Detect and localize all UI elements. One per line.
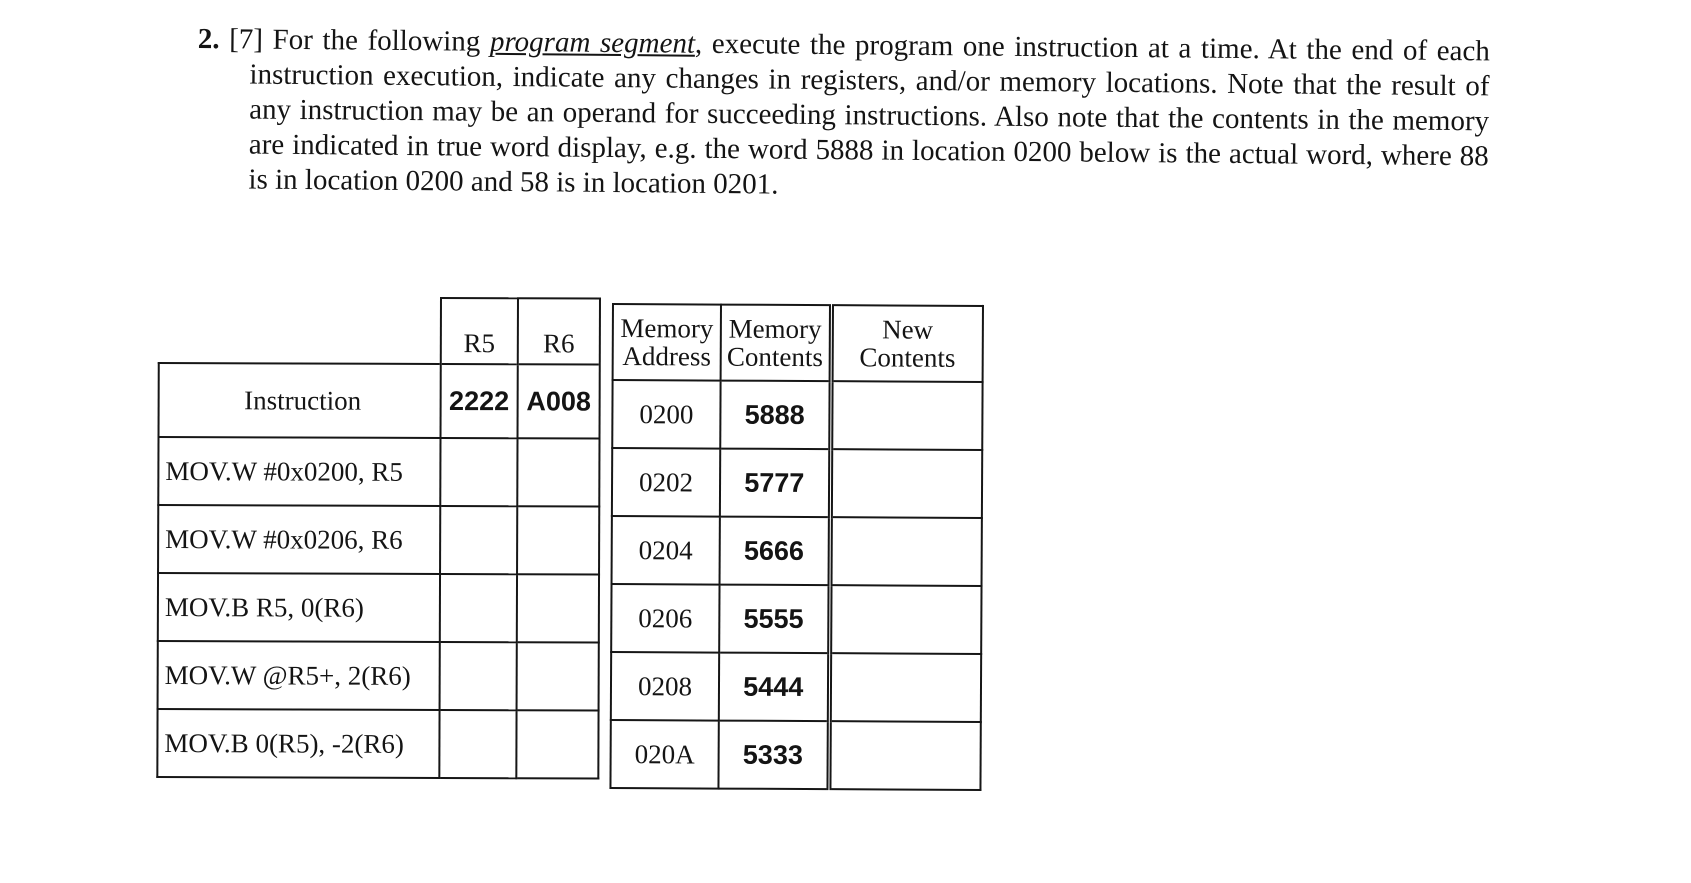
instruction-3: MOV.B R5, 0(R6) (158, 573, 440, 642)
r6-cell-3[interactable] (517, 574, 599, 642)
memory-address-6: 020A (610, 720, 718, 789)
memory-table (609, 303, 984, 791)
new-contents-1[interactable] (830, 381, 982, 450)
memory-contents-2: 5777 (720, 449, 830, 518)
question-text-after: , execute the program one instruction at a time. At the end of each instruction execution, indicate any changes in registers, and/or memory locations. Note that the result of any instruction may be an operand for succeeding instructions. Also note that the contents in the memory are indicated in true word display, e.g. the word 5888 in location 0200 below is the actual word, where 88 is in location 0200 and 58 is in location 0201. (248, 27, 1490, 201)
memory-contents-header: Memory Contents (721, 305, 831, 382)
memory-address-4: 0206 (611, 584, 719, 653)
memory-address-5: 0208 (611, 652, 719, 721)
register-table (156, 296, 601, 780)
instruction-1: MOV.W #0x0200, R5 (158, 437, 440, 506)
memory-address-header: Memory Address (613, 304, 721, 381)
r6-cell-2[interactable] (517, 506, 599, 574)
memory-address-3: 0204 (612, 516, 720, 585)
memory-address-1: 0200 (612, 380, 720, 449)
new-contents-5[interactable] (829, 653, 981, 722)
r5-initial: 2222 (441, 364, 518, 438)
instruction-2: MOV.W #0x0206, R6 (158, 505, 440, 574)
r5-cell-5[interactable] (439, 710, 516, 778)
blank-corner (159, 297, 441, 364)
r6-cell-5[interactable] (516, 710, 598, 778)
question-emphasis: program segment (489, 25, 696, 60)
question-paragraph (198, 22, 1490, 209)
new-contents-2[interactable] (830, 449, 982, 518)
memory-address-2: 0202 (612, 448, 720, 517)
memory-contents-3: 5666 (720, 517, 830, 586)
memory-contents-1: 5888 (720, 381, 830, 450)
memory-contents-5: 5444 (719, 653, 829, 722)
r5-header: R5 (441, 298, 518, 364)
r6-cell-4[interactable] (517, 642, 599, 710)
question-number: 2. (197, 22, 220, 56)
r6-cell-1[interactable] (517, 438, 599, 506)
r5-cell-1[interactable] (440, 438, 517, 506)
r5-cell-2[interactable] (440, 506, 517, 574)
instruction-5: MOV.B 0(R5), -2(R6) (157, 709, 439, 778)
instruction-header: Instruction (159, 363, 441, 438)
r6-initial: A008 (518, 364, 600, 438)
new-contents-6[interactable] (828, 721, 980, 790)
memory-contents-4: 5555 (719, 585, 829, 654)
new-contents-header: New Contents (831, 305, 983, 382)
new-contents-4[interactable] (829, 585, 981, 654)
memory-contents-6: 5333 (718, 721, 828, 790)
question-text-before: [7] For the following (229, 23, 491, 58)
r6-header: R6 (518, 298, 600, 364)
question-text (198, 22, 1490, 209)
new-contents-3[interactable] (830, 517, 982, 586)
instruction-4: MOV.W @R5+, 2(R6) (158, 641, 440, 710)
r5-cell-3[interactable] (440, 574, 517, 642)
r5-cell-4[interactable] (440, 642, 517, 710)
